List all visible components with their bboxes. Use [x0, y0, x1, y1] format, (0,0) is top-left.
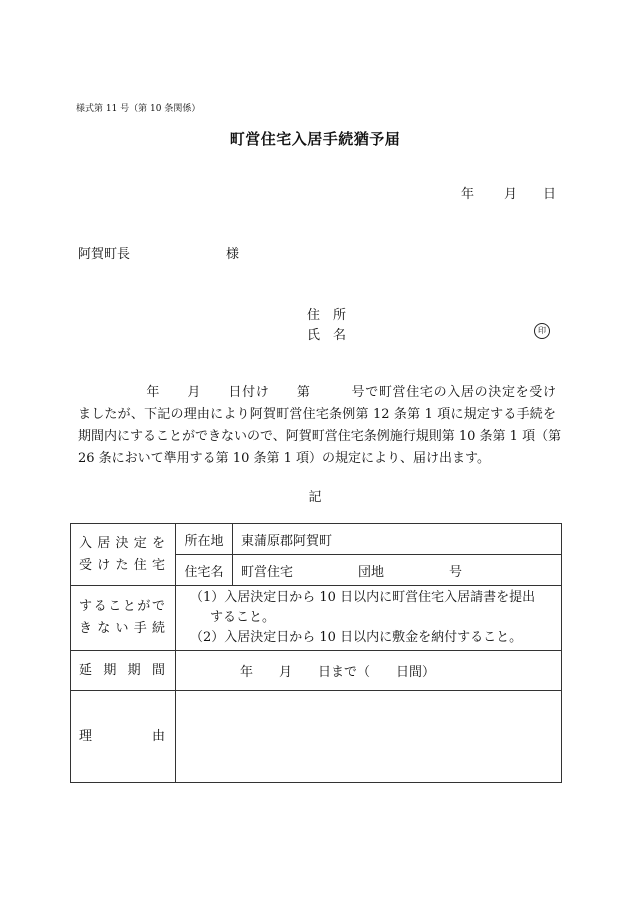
table-row	[71, 524, 562, 555]
date-month: 月	[504, 187, 518, 202]
addressee-honorific: 様	[226, 247, 240, 262]
document-title: 町営住宅入居手続猶予届	[229, 130, 401, 148]
table-row	[71, 586, 562, 651]
table-row	[71, 691, 562, 783]
location-label: 所在地	[176, 524, 233, 555]
reason-label-cell	[71, 691, 176, 783]
body-line: ましたが、下記の理由により阿賀町営住宅条例第 12 条第 1 項に規定する手続を	[78, 407, 556, 422]
period-label-cell	[71, 651, 176, 691]
procedure-item: （1）入居決定日から 10 日以内に町営住宅入居請書を提出	[190, 590, 536, 605]
reason-value-area[interactable]	[176, 691, 562, 783]
table-row	[71, 651, 562, 691]
body-line: 26 条において準用する第 10 条第 1 項）の規定により、届け出ます。	[78, 451, 490, 466]
addressee-name: 阿賀町長	[78, 247, 131, 262]
procedure-content	[176, 586, 562, 651]
procedure-label-line: きない手続	[79, 621, 165, 636]
procedure-label-line: することがで	[79, 599, 165, 614]
reason-label: 理由	[79, 728, 165, 744]
decision-label-cell	[71, 524, 176, 586]
body-line: 期間内にすることができないので、阿賀町営住宅条例施行規則第 10 条第 1 項（第	[78, 429, 562, 444]
name-label: 氏 名	[307, 328, 347, 343]
decision-label-line: 受けた住宅	[79, 557, 165, 573]
period-value: 年 月 日まで（ 日間）	[176, 651, 562, 691]
procedure-item: （2）入居決定日から 10 日以内に敷金を納付すること。	[190, 630, 523, 645]
body-paragraph	[78, 382, 562, 470]
procedure-item-continued: すること。	[210, 610, 276, 625]
date-day: 日	[543, 187, 557, 202]
period-label: 延期期間	[79, 662, 165, 678]
housing-label: 住宅名	[176, 555, 233, 586]
decision-label-line: 入居決定を	[79, 535, 165, 551]
ki-heading: 記	[308, 490, 322, 505]
date-year: 年	[461, 187, 475, 202]
address-label: 住 所	[307, 308, 347, 323]
location-value: 東蒲原郡阿賀町	[233, 524, 562, 555]
housing-value: 町営住宅 団地 号	[233, 555, 562, 586]
form-number: 様式第 11 号（第 10 条関係）	[76, 104, 201, 114]
body-line: 年 月 日付け 第 号で町営住宅の入居の決定を受け	[78, 385, 556, 400]
procedure-label-cell	[71, 586, 176, 651]
details-table	[70, 523, 562, 783]
seal-mark: 印	[534, 323, 550, 339]
